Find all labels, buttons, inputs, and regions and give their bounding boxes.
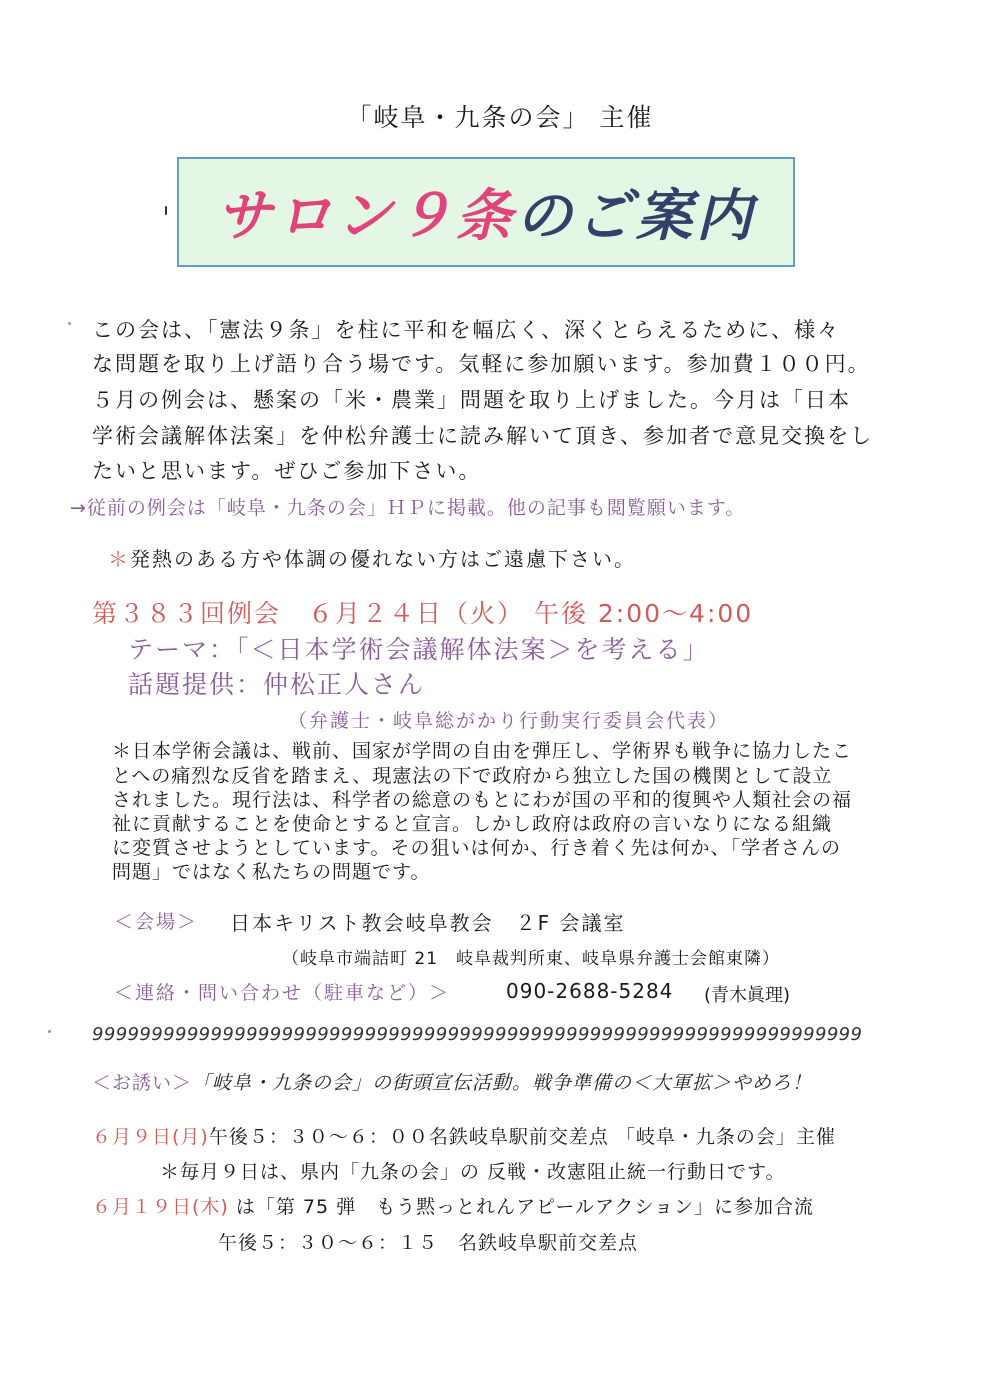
asterisk-mark: ＊	[108, 547, 130, 571]
explanation-line: されました。現行法は、科学者の総意のもとにわが国の平和的復興や人類社会の福	[112, 789, 853, 811]
explanation-line: に変質させようとしています。その狙いは何か、行き着く先は何か、「学者さんの	[112, 837, 841, 859]
meeting-theme: テーマ：「＜日本学術会議解体法案＞を考える」	[128, 635, 710, 664]
action-2-time: 午後５：３０～６：１５ 名鉄岐阜駅前交差点	[218, 1232, 639, 1254]
intro-line: な問題を取り上げ語り合う場です。気軽に参加願います。参加費１００円。	[92, 352, 871, 376]
intro-line: 学術会議解体法案」を仲松弁護士に読み解いて頂き、参加者で意見交換をし	[92, 424, 874, 448]
invite-label: ＜お誘い＞	[92, 1072, 193, 1094]
explanation-line: ＊日本学術会議は、戦前、国家が学問の自由を弾圧し、学術界も戦争に協力したこ	[112, 740, 853, 762]
speck	[48, 1030, 51, 1033]
title-red: サロン９条	[216, 184, 516, 249]
title-banner	[177, 157, 795, 267]
fever-note	[108, 543, 636, 572]
action-2-date: ６月１９日(木)	[92, 1196, 229, 1218]
venue-name: 日本キリスト教会岐阜教会 ２F 会議室	[230, 911, 626, 935]
speaker-role: （弁護士・岐阜総がかり行動実行委員会代表）	[288, 710, 730, 732]
fever-note-text: 発熱のある方や体調の優れない方はご遠慮下さい。	[130, 547, 636, 571]
action-1-text: 午後５：３０～６：００名鉄岐阜駅前交差点 「岐阜・九条の会」主催	[208, 1126, 836, 1148]
meeting-speaker: 話題提供：仲松正人さん	[128, 670, 426, 699]
hp-note: →従前の例会は「岐阜・九条の会」ＨＰに掲載。他の記事も閲覧願います。	[70, 497, 746, 519]
separator-line: 99999999999999999999999999999999999999999999999999999999999999999	[92, 1024, 863, 1045]
invite-text: 「岐阜・九条の会」の街頭宣伝活動。戦争準備の＜大軍拡＞やめろ！	[192, 1072, 813, 1094]
speck	[68, 322, 71, 325]
action-1-note-text: ＊毎月９日は、県内「九条の会」の 反戦・改憲阻止統一行動日です。	[160, 1161, 786, 1183]
action-1-date: ６月９日(月)	[92, 1126, 209, 1148]
title-navy: のご案内	[516, 184, 756, 249]
contact-phone: 090-2688-5284	[506, 979, 674, 1003]
action-2-text: は「第 75 弾 もう黙っとれんアピールアクション」に参加合流	[228, 1196, 815, 1218]
intro-line: この会は、「憲法９条」を柱に平和を幅広く、深くとらえるために、様々	[92, 318, 841, 342]
explanation-line: 祉に貢献することを使命とすると宣言。しかし政府は政府の言いなりになる組織	[112, 813, 833, 835]
intro-line: ５月の例会は、懸案の「米・農業」問題を取り上げました。今月は「日本	[92, 388, 851, 412]
action-2	[92, 1192, 814, 1219]
explanation-line: とへの痛烈な反省を踏まえ、現憲法の下で政府から独立した国の機関として設立	[112, 765, 833, 787]
invite-line	[92, 1068, 812, 1095]
meeting-heading: 第３８３回例会 ６月２４日（火） 午後 2:00～4:00	[92, 599, 754, 628]
speck	[165, 206, 167, 215]
contact-label: ＜連絡・問い合わせ（駐車など）＞	[114, 982, 451, 1004]
contact-name: (青木眞理)	[704, 985, 791, 1006]
organizer-line: 「岐阜・九条の会」 主催	[346, 103, 654, 132]
intro-line: たいと思います。ぜひご参加下さい。	[92, 459, 482, 483]
venue-label: ＜会場＞	[114, 911, 199, 933]
venue-address: （岐阜市端詰町 21 岐阜裁判所東、岐阜県弁護士会館東隣）	[282, 949, 781, 969]
explanation-line: 問題」ではなく私たちの問題です。	[112, 861, 431, 883]
action-1	[92, 1122, 836, 1149]
action-1-note	[160, 1157, 786, 1184]
